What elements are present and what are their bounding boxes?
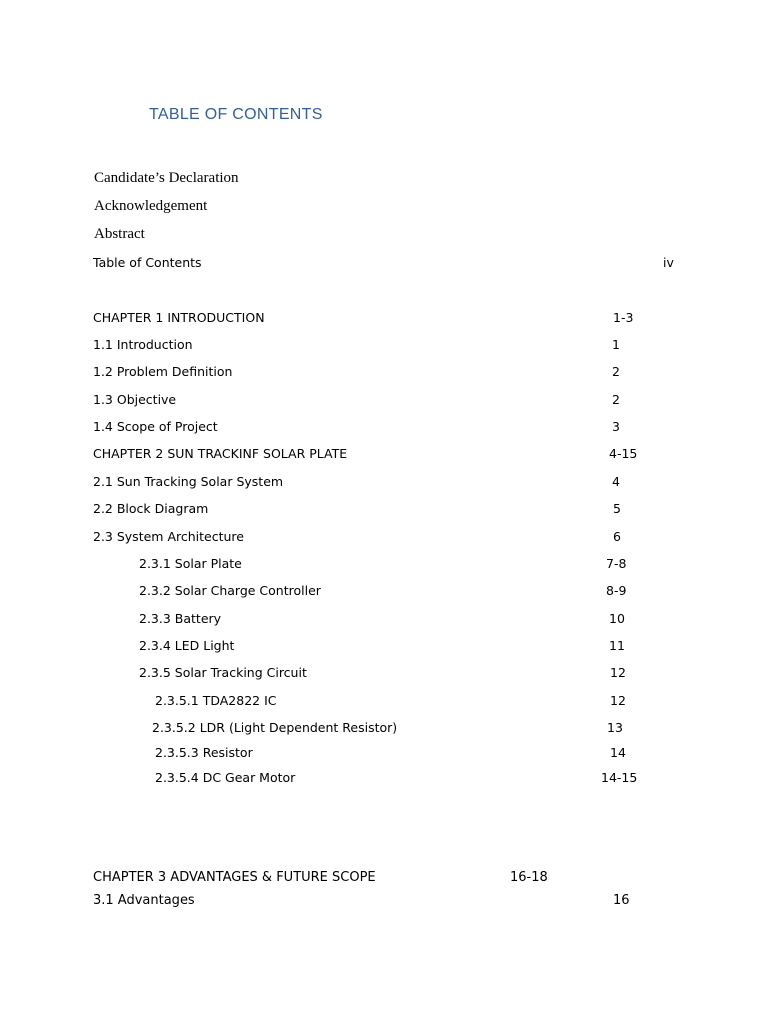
toc-entry-label: 2.3.5.1 TDA2822 IC <box>155 693 277 708</box>
toc-entry-page: 6 <box>613 529 621 544</box>
toc-entry-page: 1 <box>612 337 620 352</box>
toc-entry-chapter-2 <box>93 445 693 463</box>
toc-entry-label: 2.3.5 Solar Tracking Circuit <box>139 665 307 680</box>
toc-entry-chapter-1 <box>93 309 693 327</box>
toc-entry-page: 16 <box>613 893 630 908</box>
toc-entry-label: 2.3 System Architecture <box>93 529 244 544</box>
toc-entry-2-3-5-1 <box>155 692 693 710</box>
toc-entry-page: 12 <box>610 693 626 708</box>
toc-entry-2-1 <box>93 473 693 491</box>
toc-entry-page: 14-15 <box>601 770 638 785</box>
toc-entry-page: 3 <box>612 419 620 434</box>
toc-entry-page: 8-9 <box>606 583 627 598</box>
toc-entry-page: iv <box>663 255 674 270</box>
toc-entry-page: 2 <box>612 392 620 407</box>
toc-entry-page: 11 <box>609 638 625 653</box>
toc-entry-page: 5 <box>613 501 621 516</box>
toc-entry-1-2 <box>93 363 693 381</box>
toc-entry-label: 3.1 Advantages <box>93 893 195 908</box>
toc-entry-2-3-5-4 <box>155 769 693 787</box>
page-title: TABLE OF CONTENTS <box>149 106 323 123</box>
toc-entry-label: 1.2 Problem Definition <box>93 364 233 379</box>
toc-entry-page: 12 <box>610 665 626 680</box>
toc-entry-1-1 <box>93 336 693 354</box>
toc-entry-label: 2.3.5.4 DC Gear Motor <box>155 770 296 785</box>
toc-entry-table-of-contents <box>93 254 693 272</box>
toc-entry-label: 2.3.5.3 Resistor <box>155 745 253 760</box>
toc-entry-2-3-5-3 <box>155 744 693 762</box>
toc-entry-page: 4 <box>612 474 620 489</box>
toc-entry-2-3-4 <box>139 637 693 655</box>
toc-entry-2-3-5 <box>139 664 693 682</box>
toc-entry-label: 2.3.4 LED Light <box>139 638 235 653</box>
toc-entry-label: CHAPTER 3 ADVANTAGES & FUTURE SCOPE <box>93 870 376 885</box>
toc-entry-3-1 <box>93 892 693 910</box>
toc-entry-page: 4-15 <box>609 446 638 461</box>
toc-entry-2-3-3 <box>139 610 693 628</box>
toc-entry-page: 13 <box>607 720 623 735</box>
toc-entry-label: CHAPTER 2 SUN TRACKINF SOLAR PLATE <box>93 446 348 461</box>
toc-entry-1-4 <box>93 418 693 436</box>
toc-entry-page: 7-8 <box>606 556 627 571</box>
toc-entry-chapter-3 <box>93 869 693 887</box>
toc-entry-label: 1.4 Scope of Project <box>93 419 218 434</box>
toc-entry-2-3-2 <box>139 582 693 600</box>
toc-entry-label: 2.1 Sun Tracking Solar System <box>93 474 284 489</box>
toc-entry-page: 1-3 <box>613 310 634 325</box>
toc-entry-2-2 <box>93 500 693 518</box>
toc-entry-label: 2.3.3 Battery <box>139 611 222 626</box>
toc-entry-label: CHAPTER 1 INTRODUCTION <box>93 310 265 325</box>
front-matter-item-abstract: Abstract <box>94 226 145 242</box>
front-matter-item-acknowledgement: Acknowledgement <box>94 198 208 214</box>
toc-entry-2-3 <box>93 528 693 546</box>
toc-entry-label: 1.1 Introduction <box>93 337 193 352</box>
toc-entry-label: 2.3.1 Solar Plate <box>139 556 242 571</box>
toc-entry-label: Table of Contents <box>93 255 202 270</box>
toc-entry-label: 1.3 Objective <box>93 392 177 407</box>
toc-entry-page: 2 <box>612 364 620 379</box>
toc-entry-page: 14 <box>610 745 626 760</box>
toc-entry-label: 2.3.2 Solar Charge Controller <box>139 583 321 598</box>
toc-entry-label: 2.3.5.2 LDR (Light Dependent Resistor) <box>152 720 398 735</box>
toc-entry-page: 10 <box>609 611 625 626</box>
toc-entry-label: 2.2 Block Diagram <box>93 501 209 516</box>
front-matter-item-declaration: Candidate’s Declaration <box>94 170 239 186</box>
toc-entry-page: 16-18 <box>510 870 548 885</box>
toc-entry-2-3-1 <box>139 555 693 573</box>
toc-entry-2-3-5-2 <box>152 719 693 737</box>
toc-entry-1-3 <box>93 391 693 409</box>
